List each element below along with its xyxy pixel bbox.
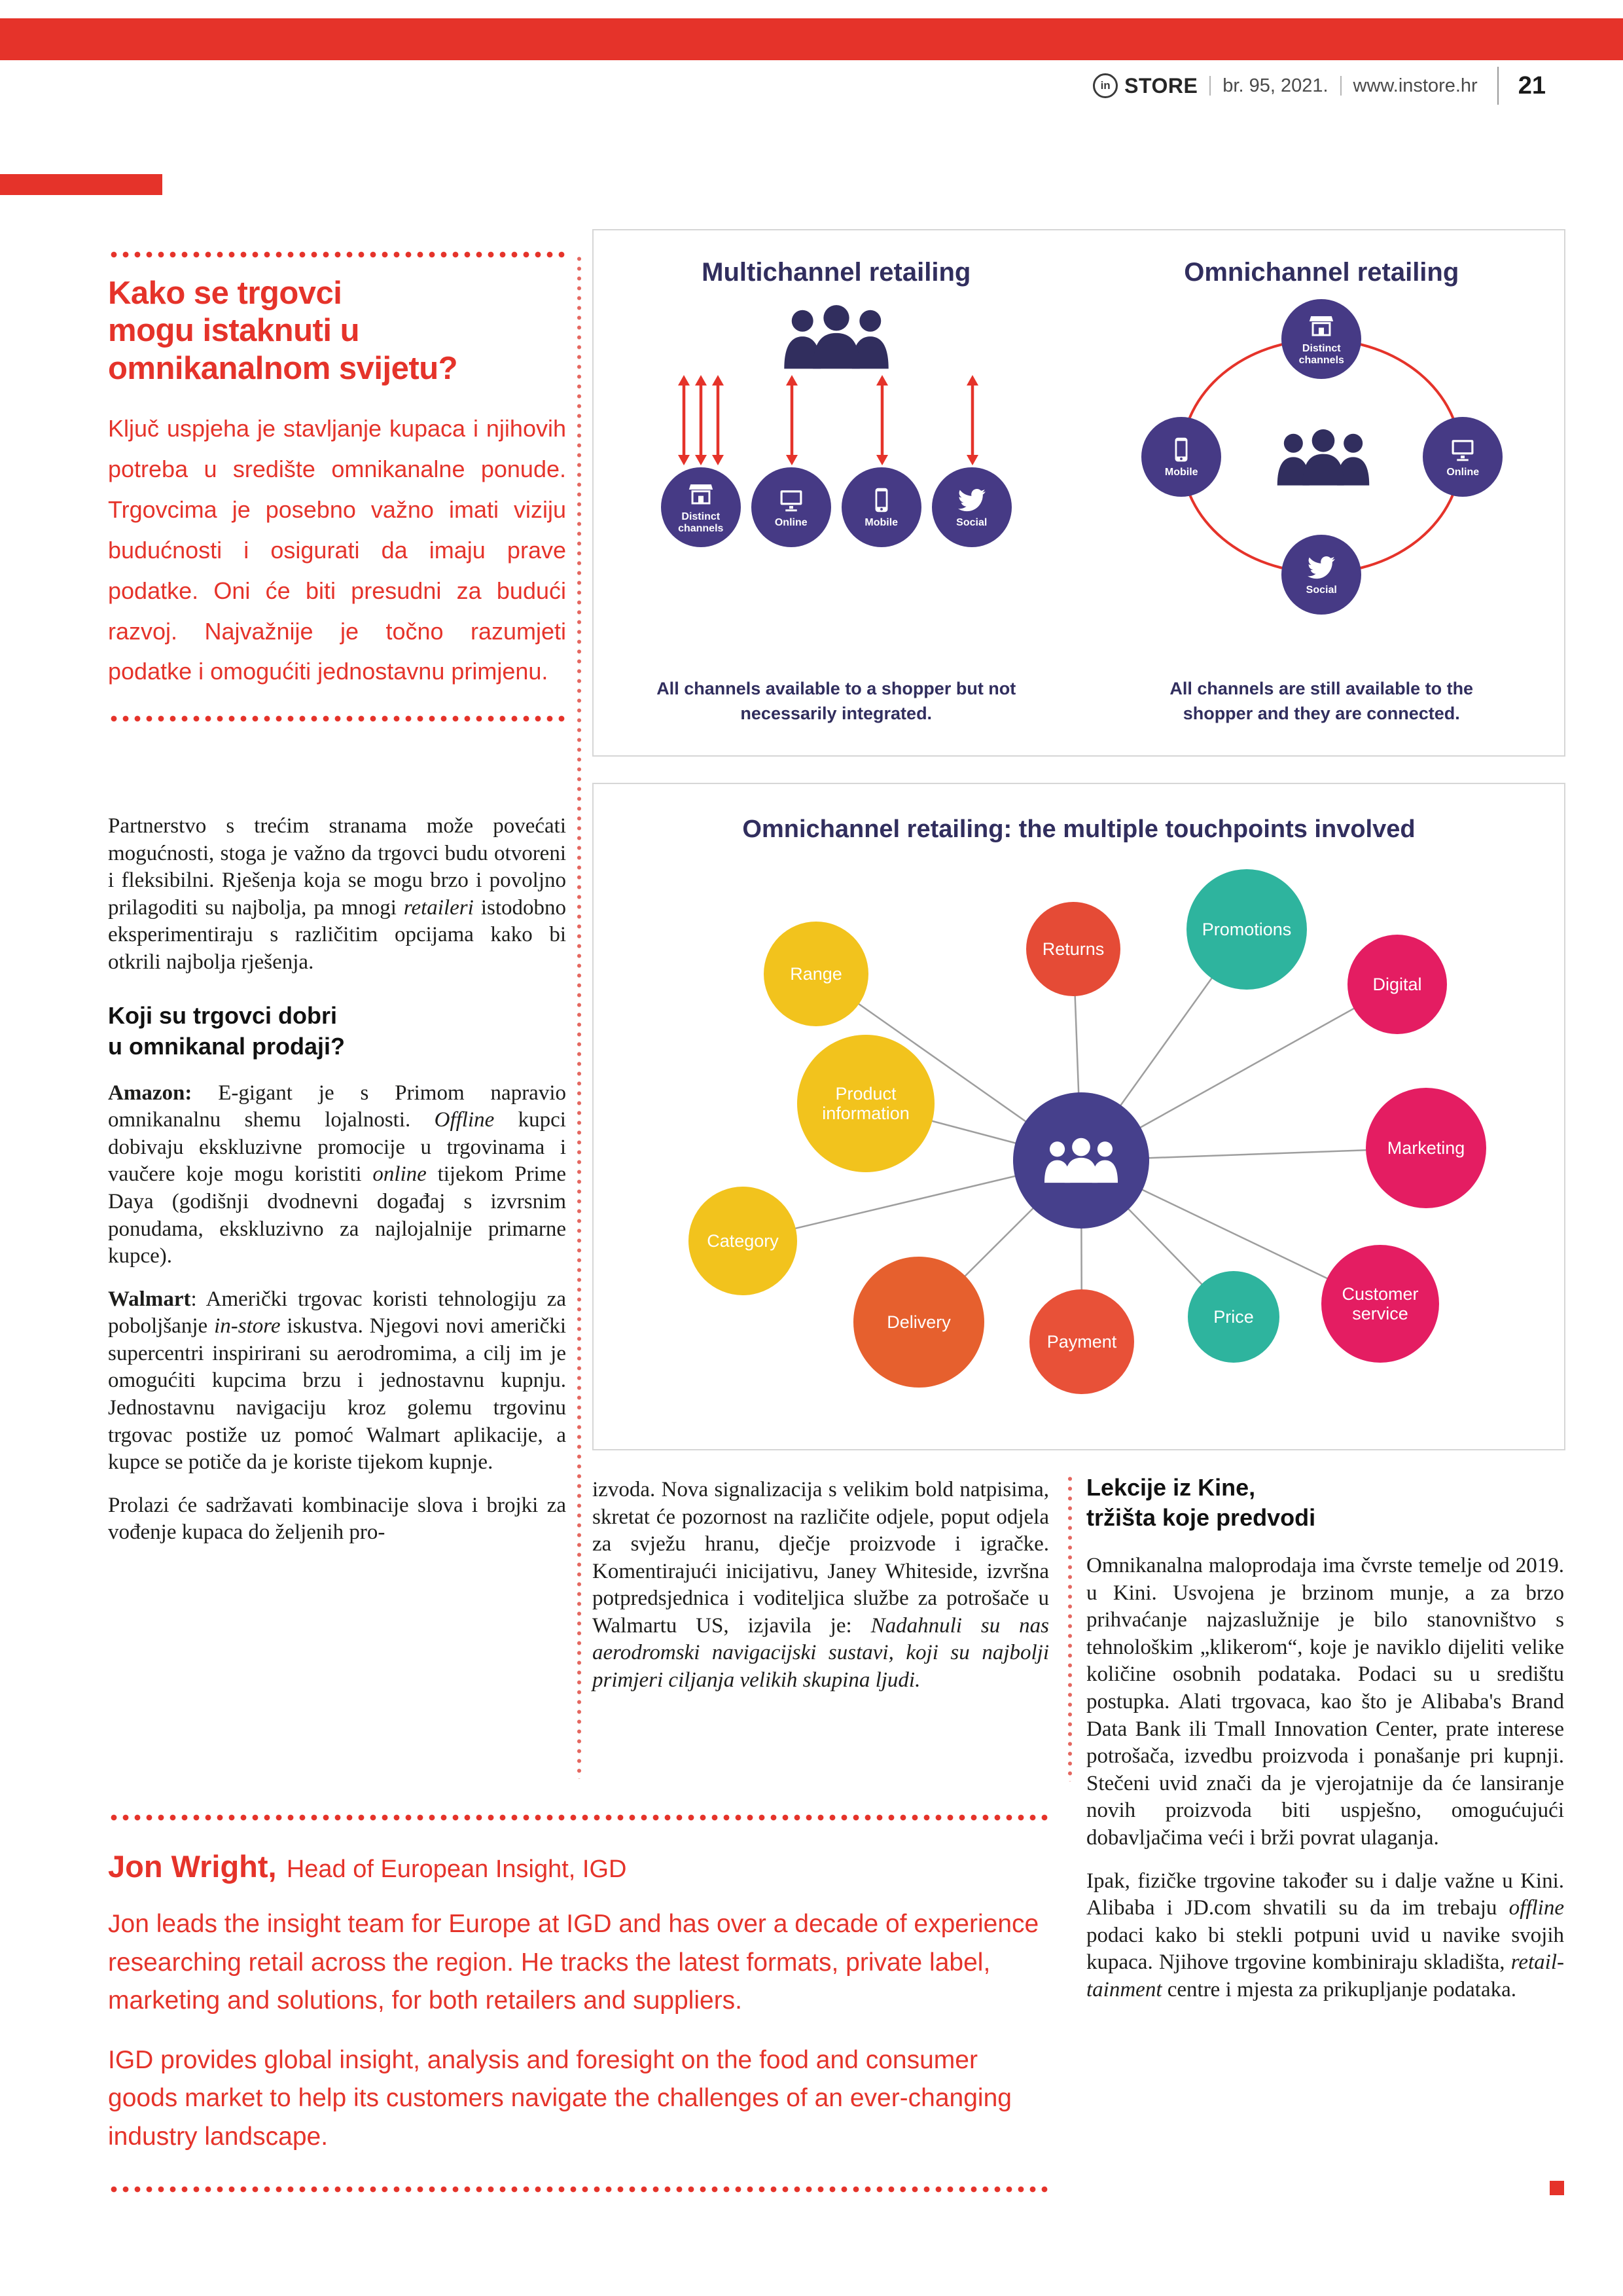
figure-title: Omnichannel retailing: the multiple touchpoints involved	[742, 816, 1416, 843]
paragraph-signage	[592, 1477, 1049, 1695]
heading-line: Kako se trgovci	[108, 276, 342, 311]
figure-title: Multichannel retailing	[702, 258, 971, 287]
omnichannel-diagram	[1079, 230, 1565, 755]
channel-circles-row	[661, 467, 1012, 547]
touchpoints-diagram	[594, 784, 1564, 1449]
touchpoint-category	[688, 1187, 797, 1295]
text-run: centre i mjesta za prikupljanje podataka.	[1162, 1977, 1517, 2001]
touchpoint-delivery	[853, 1257, 984, 1388]
intro-callout	[108, 251, 566, 722]
text-run: istodobno eksperimentiraju s različitim opcijama kako bi otkrili najbolja rješenja.	[108, 895, 566, 974]
paragraph-continuation	[108, 1492, 566, 1547]
paragraph-partnership	[108, 813, 566, 976]
channel-label: Mobile	[865, 516, 899, 528]
italic-run: retaileri	[403, 895, 474, 920]
china-heading	[1086, 1473, 1564, 1533]
header-page-divider	[1497, 67, 1499, 105]
author-name: Jon Wright,	[108, 1849, 277, 1884]
bird-icon	[1308, 554, 1335, 581]
touchpoint-label: Payment	[1046, 1331, 1117, 1352]
article-end-marker	[1550, 2181, 1564, 2195]
heading-line: tržišta koje predvodi	[1086, 1504, 1316, 1532]
heading-line: mogu istaknuti u	[108, 313, 359, 349]
touchpoint-label: Promotions	[1202, 919, 1292, 939]
text-run: iskustva. Njegovi novi američki supercentri inspirirani su aerodromima, a cilj im je omogućiti kupcima brzu i jednostavnu kupnju. Jednostavnu navigaciju kroz golemu trgovinu trgovac postiže uz pomoć Walmart aplikacije, a kupce se potiče da je koriste tijekom kupnje.	[108, 1314, 566, 1475]
text-run: E-gigant je s Primom napravio omnikanalnu shemu lojalnosti.	[108, 1081, 566, 1132]
text-run: tijekom Prime Daya (godišnji dvodnevni događaj s izvrsnim ponudama, ekskluzivno za najlojalnije primarne kupce).	[108, 1162, 566, 1268]
store-icon	[1308, 312, 1335, 340]
store-icon	[687, 480, 715, 508]
website-url: www.instore.hr	[1353, 75, 1478, 96]
touchpoint-marketing	[1366, 1088, 1486, 1208]
touchpoint-label: Product information	[822, 1083, 910, 1123]
italic-run: in-store	[214, 1314, 281, 1338]
header-divider	[1340, 76, 1342, 96]
channel-label: Social	[1306, 584, 1337, 596]
channel-label: Mobile	[1164, 466, 1198, 478]
paragraph-walmart	[108, 1286, 566, 1477]
author-bio-box	[108, 1814, 1050, 2193]
touchpoint-label: Marketing	[1387, 1138, 1465, 1158]
touchpoint-returns	[1026, 902, 1120, 996]
italic-run: offline	[1508, 1896, 1564, 1920]
channel-social	[1281, 535, 1361, 615]
header-divider	[1209, 76, 1211, 96]
channel-label: Distinct channels	[1298, 343, 1344, 366]
article-body-middle	[592, 1477, 1049, 1710]
italic-run: online	[372, 1162, 427, 1187]
section-subheading	[108, 1001, 566, 1061]
article-question-heading	[108, 275, 566, 387]
channel-label: Online	[1446, 466, 1480, 478]
touchpoint-label: Range	[790, 963, 842, 984]
logo-prefix: in	[1100, 79, 1111, 92]
text-run: Ipak, fizičke trgovine također su i dalje važne u Kini. Alibaba i JD.com shvatili su da im trebaju	[1086, 1869, 1564, 1920]
bold-run: Amazon:	[108, 1081, 192, 1105]
dotted-divider	[108, 2186, 1050, 2193]
touchpoints-hub-shopper	[1013, 1092, 1149, 1229]
channel-label: Online	[774, 516, 808, 528]
heading-line: u omnikanal prodaji?	[108, 1032, 346, 1060]
touchpoint-label: Customer service	[1342, 1283, 1419, 1323]
author-role: Head of European Insight, IGD	[286, 1856, 627, 1883]
magazine-name: STORE	[1124, 73, 1198, 98]
multichannel-diagram	[594, 230, 1079, 755]
touchpoint-payment	[1029, 1289, 1134, 1394]
touchpoint-range	[764, 922, 868, 1026]
channel-social	[932, 467, 1012, 547]
heading-line: Lekcije iz Kine,	[1086, 1474, 1256, 1501]
paragraph-china-1: Omnikanalna maloprodaja ima čvrste temelje od 2019. u Kini. Usvojena je brzinom munje, a za brzo prihvaćanje najzaslužnije je bilo stanovništvo s tehnološkim „klikerom“, koje je naviklo dijeliti velike količine osobnih podataka. Podaci su u središtu postupka. Alati trgovaca, kao što je Alibaba's Brand Data Bank ili Tmall Innovation Center, prate interese potrošača, izvedbu proizvoda i ponašanje pri kupnji. Stečeni uvid znači da je vjerojatnije da će lansiranje novih proizvoda biti uspješno, omogućujući dobavljačima veći i brži povrat ulaganja.	[1086, 1554, 1564, 1850]
text-run: : Američki trgovac koristi tehnologiju za poboljšanje	[108, 1287, 566, 1338]
touchpoint-digital	[1347, 935, 1447, 1034]
figure-title: Omnichannel retailing	[1184, 258, 1459, 287]
text-run: Prolazi će sadržavati kombinacije slova i brojki za vođenje kupaca do željenih pro-	[108, 1493, 566, 1545]
author-heading	[108, 1848, 1050, 1884]
dotted-divider	[108, 715, 566, 722]
channel-label: Distinct channels	[678, 511, 724, 534]
figure-caption: All channels are still available to the shopper and they are connected.	[1169, 679, 1474, 724]
people-icon	[1042, 1138, 1120, 1184]
touchpoints-figure	[592, 783, 1565, 1450]
channel-online	[751, 467, 831, 547]
touchpoint-label: Digital	[1372, 974, 1422, 994]
touchpoint-label: Category	[707, 1230, 779, 1251]
channel-mobile	[842, 467, 921, 547]
phone-icon	[868, 486, 895, 514]
monitor-icon	[777, 486, 805, 514]
channel-distinct-channels	[1281, 299, 1361, 379]
monitor-icon	[1449, 436, 1476, 463]
italic-run: Offline	[434, 1108, 495, 1132]
bird-icon	[958, 486, 986, 514]
top-accent-bar	[0, 18, 1623, 60]
text-run: kupci dobivaju ekskluzivne promocije u trgovinama i vaučere koje mogu koristiti	[108, 1108, 566, 1187]
bold-run: Walmart	[108, 1287, 191, 1311]
omnichannel-ring-stage	[1112, 293, 1531, 628]
shoppers-icon	[781, 304, 892, 370]
article-body-left	[108, 813, 566, 1562]
page-header	[1093, 67, 1546, 105]
phone-icon	[1168, 436, 1195, 463]
channel-connection-arrows	[662, 374, 1011, 466]
instore-logo-icon	[1093, 73, 1118, 98]
touchpoint-customer-service	[1321, 1245, 1439, 1363]
channels-comparison-figure	[592, 229, 1565, 757]
dotted-divider	[108, 1814, 1050, 1821]
column-divider-dotted	[1067, 1474, 1073, 1782]
channel-label: Social	[956, 516, 988, 528]
touchpoint-label: Returns	[1042, 939, 1105, 959]
touchpoint-product-information	[797, 1035, 935, 1172]
figure-caption: All channels available to a shopper but not necessarily integrated.	[656, 679, 1016, 724]
bio-paragraph-2: IGD provides global insight, analysis and foresight on the food and consumer goods market to help its customers navigate the challenges of an ever-changing industry landscape.	[108, 2045, 1012, 2151]
heading-line: Koji su trgovci dobri	[108, 1002, 338, 1030]
touchpoint-price	[1188, 1271, 1279, 1363]
touchpoint-label: Price	[1213, 1306, 1254, 1327]
channel-mobile	[1141, 417, 1221, 497]
left-edge-accent	[0, 174, 162, 195]
intro-paragraph: Ključ uspjeha je stavljanje kupaca i njihovih potreba u središte omnikanalne ponude. Trgovcima je posebno važno imati viziju budućnosti i osigurati da imaju prave podatke. Oni će biti presudni za budući razvoj. Najvažnije je točno razumjeti podatke i omogućiti jednostavnu primjenu.	[108, 414, 566, 685]
text-run: podaci kako bi stekli potpuni uvid u navike svojih kupaca. Njihove trgovine kombiniraju skladišta,	[1086, 1923, 1564, 1975]
touchpoint-label: Delivery	[887, 1312, 951, 1332]
text-run: Partnerstvo s trećim stranama može povećati mogućnosti, stoga je važno da trgovci budu otvoreni i fleksibilni. Rješenja koja se mogu brzo i povoljno prilagoditi su najbolja, pa mnogi	[108, 814, 566, 920]
column-divider-dotted	[576, 254, 582, 1779]
paragraph-china-2	[1086, 1868, 1564, 2004]
italic-run: retail-tainment	[1086, 1950, 1564, 2001]
dotted-divider	[108, 251, 566, 258]
quote-italic: Nadahnuli su nas aerodromski navigacijski sustavi, koji su najbolji primjeri ciljanja velikih skupina ljudi.	[592, 1613, 1049, 1693]
channel-online	[1423, 417, 1503, 497]
page-number: 21	[1518, 71, 1546, 99]
china-lessons-column	[1086, 1473, 1564, 2019]
heading-line: omnikanalnom svijetu?	[108, 350, 458, 386]
touchpoint-promotions	[1186, 869, 1307, 990]
paragraph-amazon	[108, 1080, 566, 1270]
shoppers-icon	[1274, 429, 1372, 487]
bio-paragraph-1: Jon leads the insight team for Europe at IGD and has over a decade of experience researching retail across the region. He tracks the latest formats, private label, marketing and solutions, for both retailers and suppliers.	[108, 1910, 1039, 2015]
text-run: izvoda. Nova signalizacija s velikim bold natpisima, skretat će pozornost na različite odjele, poput odjela za svježu hranu, dječje proizvode i igračke. Komentirajući inicijativu, Janey Whiteside, izvršna potpredsjednica i voditeljica službe za potrošače u Walmartu US, izjavila je:	[592, 1478, 1049, 1638]
channel-distinct-channels	[661, 467, 741, 547]
issue-number: br. 95, 2021.	[1222, 75, 1329, 96]
